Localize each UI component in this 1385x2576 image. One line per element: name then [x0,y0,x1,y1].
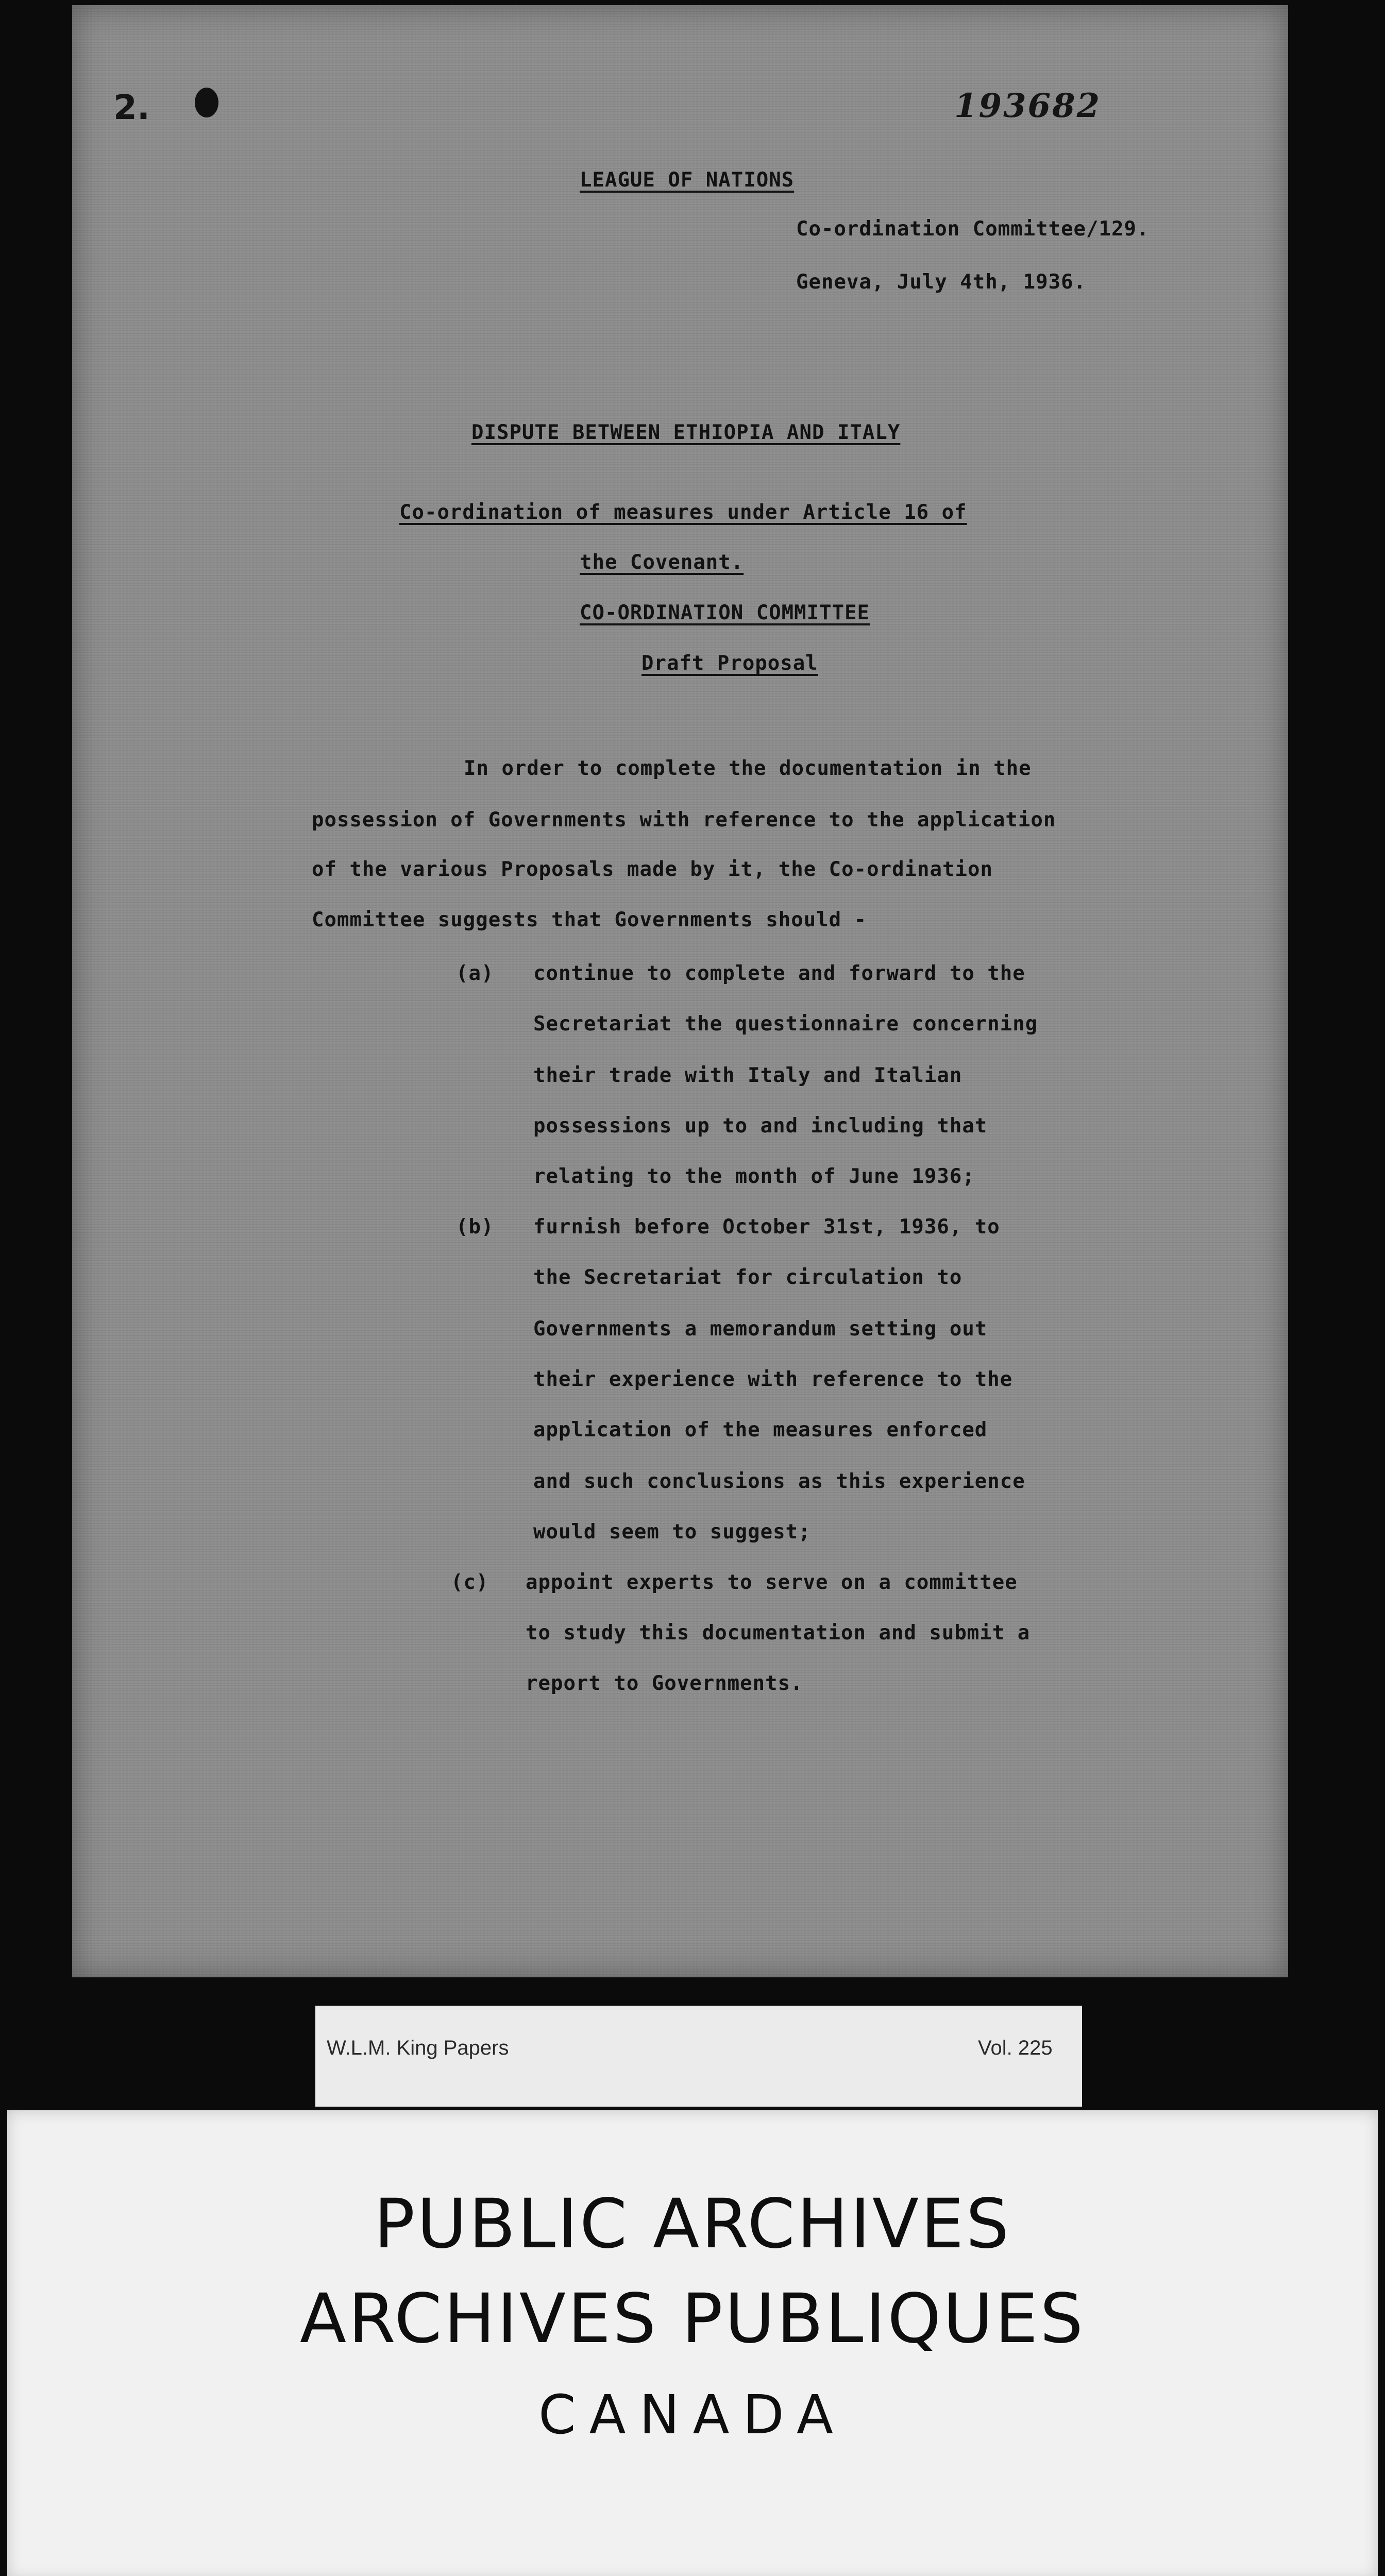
item-b-line: Governments a memorandum setting out [533,1317,988,1341]
intro-line: Committee suggests that Governments should - [312,908,867,931]
intro-line: possession of Governments with reference to the application [312,808,1056,832]
subject-line-2: the Covenant. [580,551,744,574]
item-a-line: possessions up to and including that [533,1114,988,1138]
intro-line: of the various Proposals made by it, the Co-ordination [312,858,993,881]
archive-name-english: PUBLIC ARCHIVES [374,2184,1011,2264]
item-marker-c: (c) [451,1571,489,1594]
proposal-heading: Draft Proposal [641,652,818,675]
item-b-line: the Secretariat for circulation to [533,1266,962,1289]
archive-name-french: ARCHIVES PUBLIQUES [299,2279,1086,2359]
item-b-line: furnish before October 31st, 1936, to [533,1215,1000,1239]
organization-heading: LEAGUE OF NATIONS [580,168,795,192]
item-marker-b: (b) [456,1215,494,1239]
item-a-line: relating to the month of June 1936; [533,1165,975,1188]
item-b-line: would seem to suggest; [533,1520,811,1544]
item-c-line: report to Governments. [526,1672,803,1695]
collection-name: W.L.M. King Papers [327,2037,509,2059]
volume-number: Vol. 225 [978,2037,1053,2059]
archive-country: CANADA [538,2383,847,2446]
archive-card [7,2110,1378,2576]
subject-line-1: Co-ordination of measures under Article 16 of [399,501,967,524]
item-b-line: and such conclusions as this experience [533,1470,1025,1493]
collection-label [315,2006,1082,2107]
document-sheet [72,5,1288,1977]
item-marker-a: (a) [456,962,494,985]
dispute-title: DISPUTE BETWEEN ETHIOPIA AND ITALY [471,421,901,444]
corner-mark: 2. [113,88,150,127]
item-a-line: Secretariat the questionnaire concerning [533,1012,1038,1036]
item-a-line: their trade with Italy and Italian [533,1064,962,1087]
item-c-line: to study this documentation and submit a [526,1621,1031,1645]
item-c-line: appoint experts to serve on a committee [526,1571,1018,1594]
document-number-stamp: 193682 [954,87,1102,125]
committee-heading: CO-ORDINATION COMMITTEE [580,601,870,624]
punch-hole [195,88,218,117]
document-date: Geneva, July 4th, 1936. [796,270,1087,294]
intro-line: In order to complete the documentation in the [464,757,1032,780]
item-a-line: continue to complete and forward to the [533,962,1025,985]
item-b-line: application of the measures enforced [533,1418,988,1442]
document-reference: Co-ordination Committee/129. [796,217,1150,241]
item-b-line: their experience with reference to the [533,1368,1013,1391]
